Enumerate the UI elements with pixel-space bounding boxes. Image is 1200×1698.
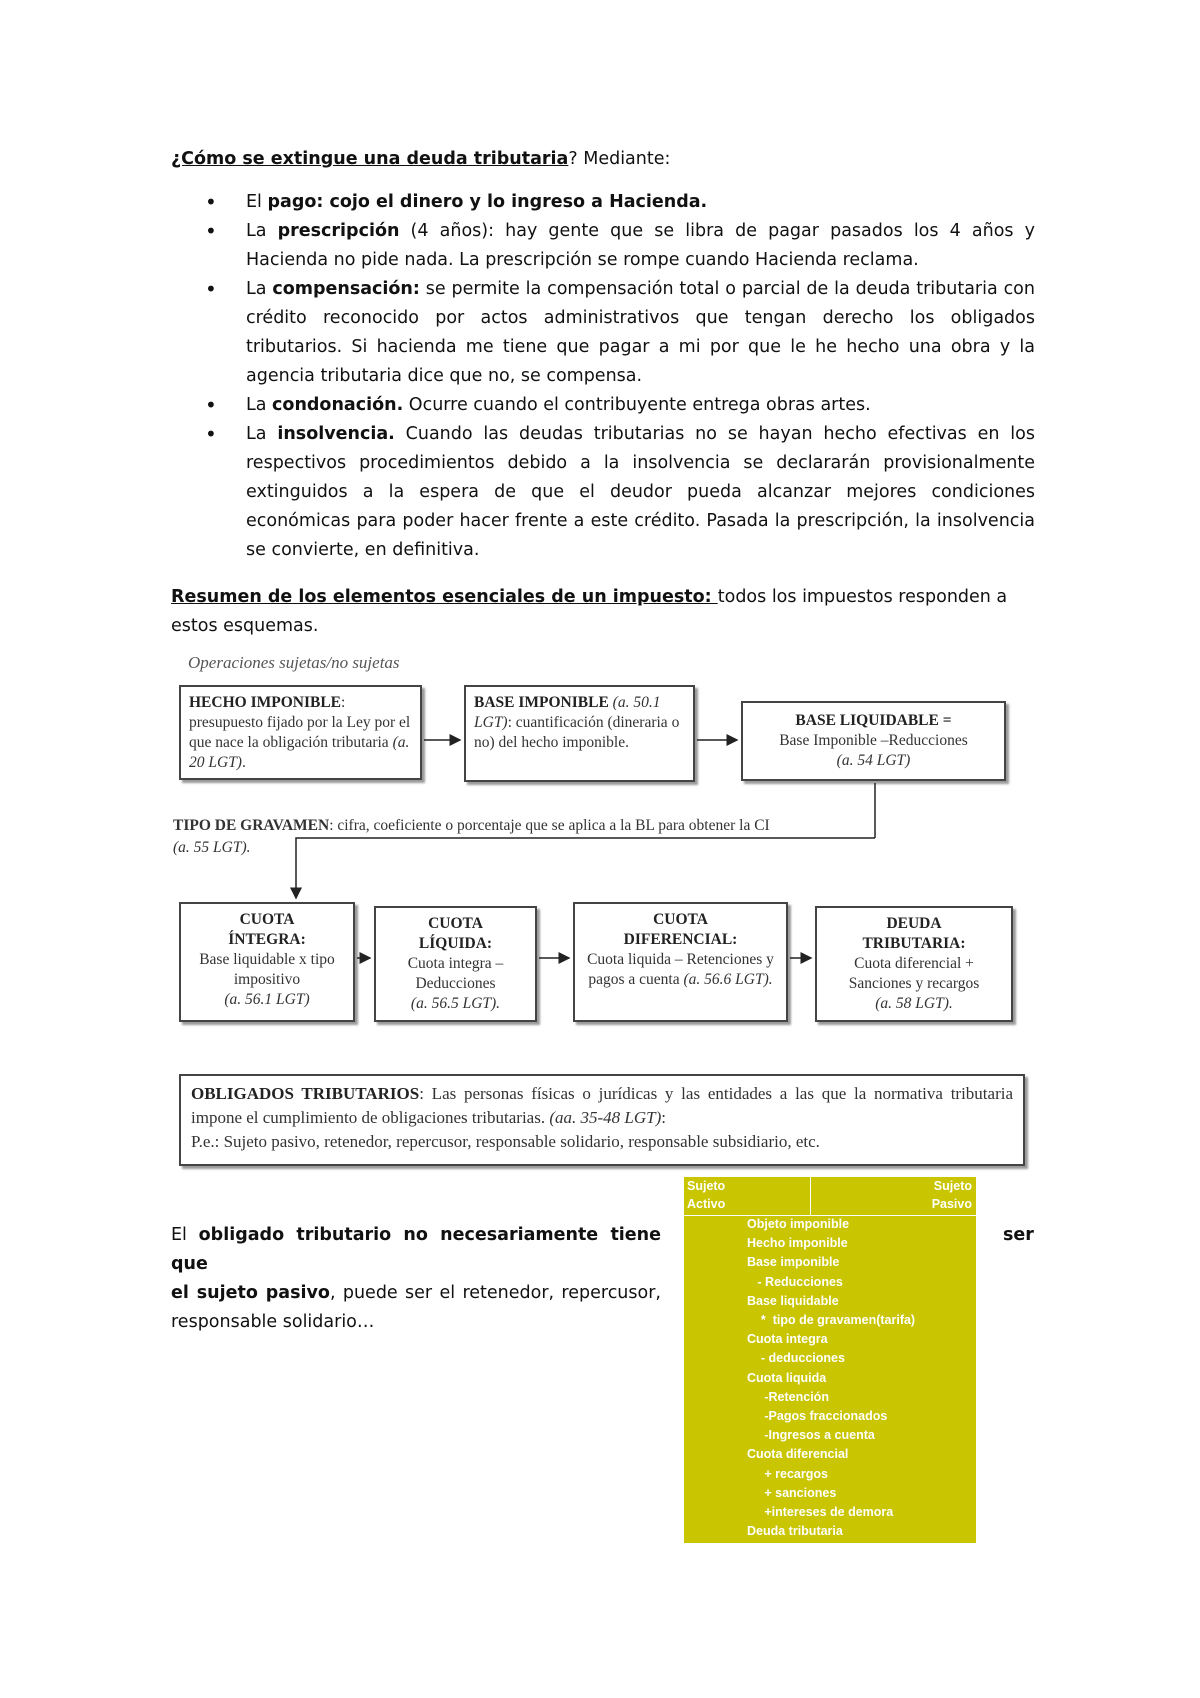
list-item: Cuota diferencial	[747, 1447, 849, 1462]
list-item: Base imponible	[747, 1255, 840, 1270]
term-insolvencia: insolvencia	[277, 424, 389, 444]
resumen-paragraph	[171, 583, 1035, 641]
term-compensacion: compensación	[272, 279, 413, 299]
obligado-paragraph: El obligado tributario no necesariamente tiene que el sujeto pasivo, puede ser el retenedor, repercusor, responsable solidario…	[171, 1225, 661, 1332]
cuota-diferencial-box: CUOTA DIFERENCIAL: Cuota liquida – Retenciones y pagos a cuenta (a. 56.6 LGT).	[573, 902, 788, 1022]
tipo-gravamen-text: TIPO DE GRAVAMEN: cifra, coeficiente o porcentaje que se aplica a la BL para obtener la CI (a. 55 LGT).	[173, 817, 770, 856]
list-item: -Retención	[747, 1389, 829, 1404]
extincion-question-tail: ? Mediante:	[568, 149, 671, 169]
list-item: - Reducciones	[747, 1274, 843, 1289]
obligados-tributarios-box: OBLIGADOS TRIBUTARIOS: Las personas físicas o jurídicas y las entidades a las que la normativa tributaria impone el cumplimiento de obligaciones tributarias. (aa. 35-48 LGT): P.e.: Sujeto pasivo, retenedor, repercusor, responsable solidario, responsable subsidiario, etc.	[179, 1074, 1025, 1166]
obligado-ser-word: ser	[1003, 1225, 1034, 1245]
list-item: +intereses de demora	[747, 1505, 894, 1520]
base-imponible-box: BASE IMPONIBLE (a. 50.1 LGT): cuantificación (dineraria o no) del hecho imponible.	[464, 685, 695, 782]
deuda-tributaria-box: DEUDA TRIBUTARIA: Cuota diferencial + Sanciones y recargos (a. 58 LGT).	[815, 906, 1013, 1022]
term-prescripcion: prescripción	[277, 221, 400, 241]
list-item: • El pago: cojo el dinero y lo ingreso a Hacienda.	[171, 188, 1035, 217]
term-condonacion: condonación	[272, 395, 397, 415]
list-item: • La condonación. Ocurre cuando el contribuyente entrega obras artes.	[171, 391, 1035, 420]
base-liquidable-box: BASE LIQUIDABLE = Base Imponible –Reducciones (a. 54 LGT)	[741, 701, 1006, 781]
term-pago: pago	[267, 192, 317, 212]
list-item: Cuota liquida	[747, 1370, 827, 1385]
list-item: Base liquidable	[747, 1293, 839, 1308]
extincion-heading	[171, 145, 1035, 174]
list-item: Cuota integra	[747, 1332, 828, 1347]
list-item: Hecho imponible	[747, 1236, 848, 1251]
cuota-integra-box: CUOTA ÍNTEGRA: Base liquidable x tipo impositivo (a. 56.1 LGT)	[179, 902, 355, 1022]
list-item: • La prescripción (4 años): hay gente que se libra de pagar pasados los 4 años y Hacienda no pide nada. La prescripción se rompe cuando Hacienda reclama.	[171, 217, 1035, 275]
sujeto-activo-header: Sujeto Activo	[684, 1177, 811, 1215]
list-item: - deducciones	[747, 1351, 845, 1366]
list-item: Objeto imponible	[747, 1217, 850, 1231]
resumen-heading: Resumen de los elementos esenciales de un impuesto:	[171, 587, 718, 607]
table-items	[747, 1215, 915, 1541]
resumen-text: todos los impuestos responden a estos esquemas.	[171, 587, 1008, 636]
operaciones-label: Operaciones sujetas/no sujetas	[188, 653, 400, 672]
list-item: • La insolvencia. Cuando las deudas tributarias no se hayan hecho efectivas en los respectivos procedimientos debido a la insolvencia se declararán provisionalmente extinguidos a la espera de que el deudor pueda alcanzar mejores condiciones económicas para poder hacer frente a este crédito. Pasada la prescripción, la insolvencia se convierte, en definitiva.	[171, 420, 1035, 565]
hecho-imponible-box: HECHO IMPONIBLE: presupuesto fijado por la Ley por el que nace la obligación tributaria (a. 20 LGT).	[179, 685, 422, 780]
list-item: Deuda tributaria	[747, 1524, 843, 1539]
list-item: + sanciones	[747, 1485, 837, 1500]
sujeto-activo-pasivo-table	[684, 1177, 976, 1543]
list-item: • La compensación: se permite la compensación total o parcial de la deuda tributaria con crédito reconocido por actos administrativos que tengan derecho los obligados tributarios. Si hacienda me tiene que pagar a mi por que le he hecho una obra y la agencia tributaria dice que no, se compensa.	[171, 275, 1035, 391]
table-header	[684, 1177, 976, 1216]
list-item: + recargos	[747, 1466, 828, 1481]
list-item: * tipo de gravamen(tarifa)	[747, 1313, 916, 1328]
cuota-liquida-box: CUOTA LÍQUIDA: Cuota integra – Deducciones (a. 56.5 LGT).	[374, 906, 537, 1022]
list-item: -Ingresos a cuenta	[747, 1428, 875, 1443]
list-item: -Pagos fraccionados	[747, 1409, 888, 1424]
sujeto-pasivo-header: Sujeto Pasivo	[931, 1179, 972, 1211]
extincion-question: ¿Cómo se extingue una deuda tributaria	[171, 149, 569, 169]
extincion-list	[171, 188, 1035, 565]
